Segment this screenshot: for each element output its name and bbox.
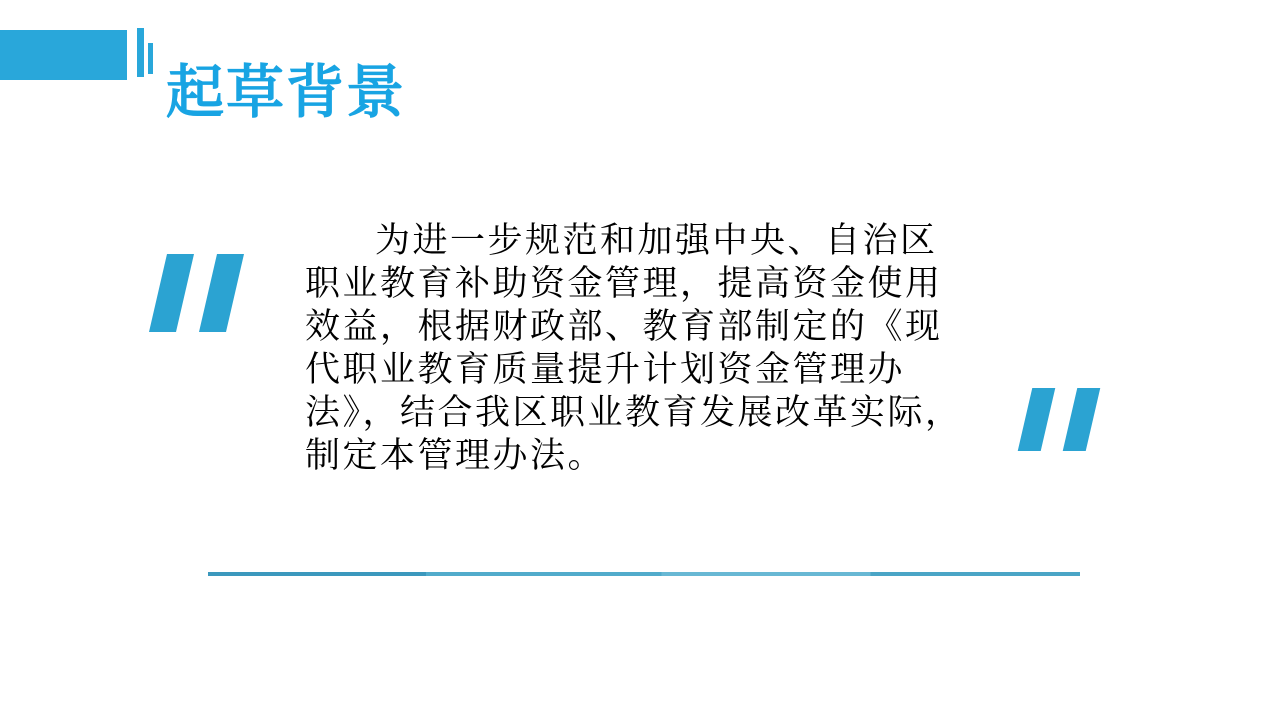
body-line: 职业教育补助资金管理，提高资金使用 — [305, 264, 943, 303]
open-quote-stroke — [199, 254, 244, 332]
title-accent-bar — [0, 30, 127, 80]
title-tick-tall — [137, 28, 144, 77]
body-line: 制定本管理办法。 — [305, 436, 606, 475]
close-quote-stroke — [1018, 388, 1056, 451]
close-quote-stroke — [1063, 388, 1101, 451]
body-line: 效益，根据财政部、教育部制定的《现 — [305, 307, 943, 346]
body-line: 法》，结合我区职业教育发展改革实际， — [305, 393, 963, 432]
title-tick-short — [148, 43, 153, 74]
open-quote-icon — [150, 254, 250, 332]
open-quote-stroke — [149, 254, 194, 332]
body-line: 为进一步规范和加强中央、自治区 — [375, 221, 938, 260]
body-line: 代职业教育质量提升计划资金管理办 — [305, 350, 906, 389]
bottom-divider-line — [208, 572, 1080, 576]
close-quote-icon — [1018, 388, 1108, 451]
page-title: 起草背景 — [166, 59, 407, 125]
body-paragraph — [305, 219, 1005, 477]
